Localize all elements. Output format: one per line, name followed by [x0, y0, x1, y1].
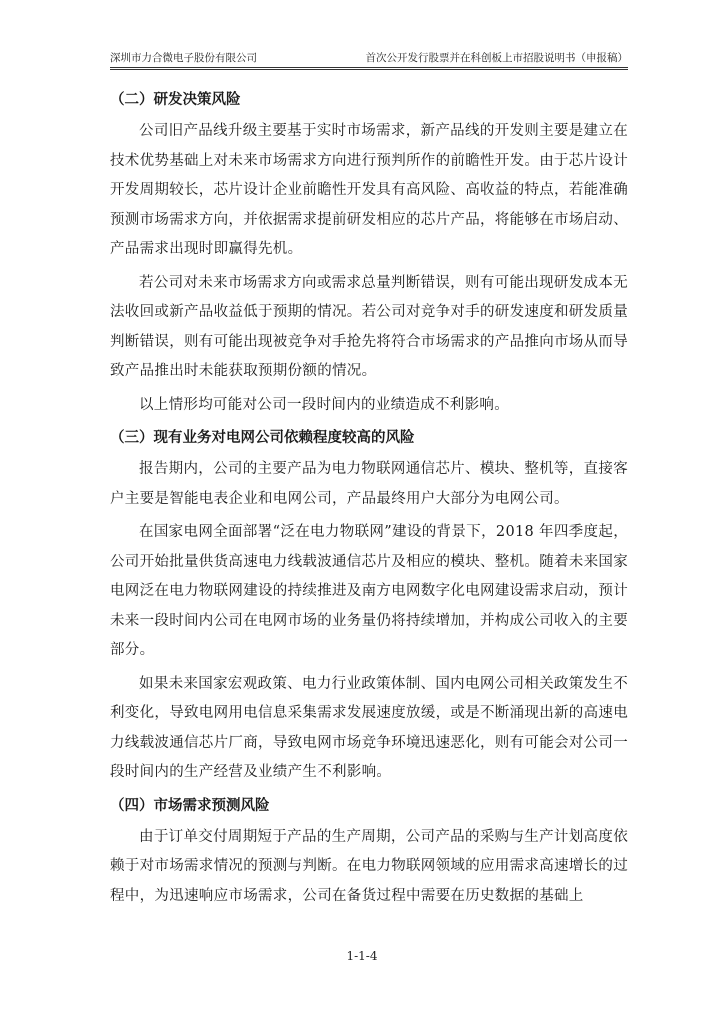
body-paragraph: 由于订单交付周期短于产品的生产周期，公司产品的采购与生产计划高度依赖于对市场需求情况的预测与判断。在电力物联网领域的应用需求高速增长的过程中，为迅速响应市场需求，公司在备货过程中需要在历史数据的基础上 — [110, 828, 628, 904]
body-paragraph: 在国家电网全面部署“泛在电力物联网”建设的背景下，2018 年四季度起，公司开始批量供货高速电力线载波通信芯片及相应的模块、整机。随着未来国家电网泛在电力物联网建设的持续推进及南方电网数字化电网建设需求启动，预计未来一段时间内公司在电网市场的业务量仍将持续增加，并构成公司收入的主要部分。 — [110, 524, 628, 658]
body-paragraph: 如果未来国家宏观政策、电力行业政策体制、国内电网公司相关政策发生不利变化，导致电网用电信息采集需求发展速度放缓，或是不断涌现出新的高速电力线载波通信芯片厂商，导致电网市场竞争环境迅速恶化，则有可能会对公司一段时间内的生产经营及业绩产生不利影响。 — [110, 675, 628, 780]
body-paragraph: 以上情形均可能对公司一段时间内的业绩造成不利影响。 — [139, 396, 509, 413]
page-body — [110, 86, 628, 915]
header-company-name: 深圳市力合微电子股份有限公司 — [110, 52, 257, 64]
page-header — [110, 50, 628, 66]
body-paragraph: 公司旧产品线升级主要基于实时市场需求，新产品线的开发则主要是建立在技术优势基础上对未来市场需求方向进行预判所作的前瞻性开发。由于芯片设计开发周期较长，芯片设计企业前瞻性开发具有高风险、高收益的特点，若能准确预测市场需求方向，并依据需求提前研发相应的芯片产品，将能够在市场启动、产品需求出现时即赢得先机。 — [110, 123, 628, 257]
body-paragraph: 若公司对未来市场需求方向或需求总量判断错误，则有可能出现研发成本无法收回或新产品收益低于预期的情况。若公司对竞争对手的研发速度和研发质量判断错误，则有可能出现被竞争对手抢先将符合市场需求的产品推向市场从而导致产品推出时未能获取预期份额的情况。 — [110, 274, 628, 379]
header-rule-thin — [110, 69, 628, 70]
body-paragraph: 报告期内，公司的主要产品为电力物联网通信芯片、模块、整机等，直接客户主要是智能电表企业和电网公司，产品最终用户大部分为电网公司。 — [110, 461, 628, 507]
section-heading: （四）市场需求预测风险 — [110, 797, 270, 814]
section-heading: （二）研发决策风险 — [110, 92, 241, 108]
header-rule — [110, 67, 628, 68]
page-number: 1-1-4 — [346, 949, 378, 963]
header-document-title: 首次公开发行股票并在科创板上市招股说明书（申报稿） — [365, 52, 628, 64]
section-heading: （三）现有业务对电网公司依赖程度较高的风险 — [110, 430, 415, 446]
